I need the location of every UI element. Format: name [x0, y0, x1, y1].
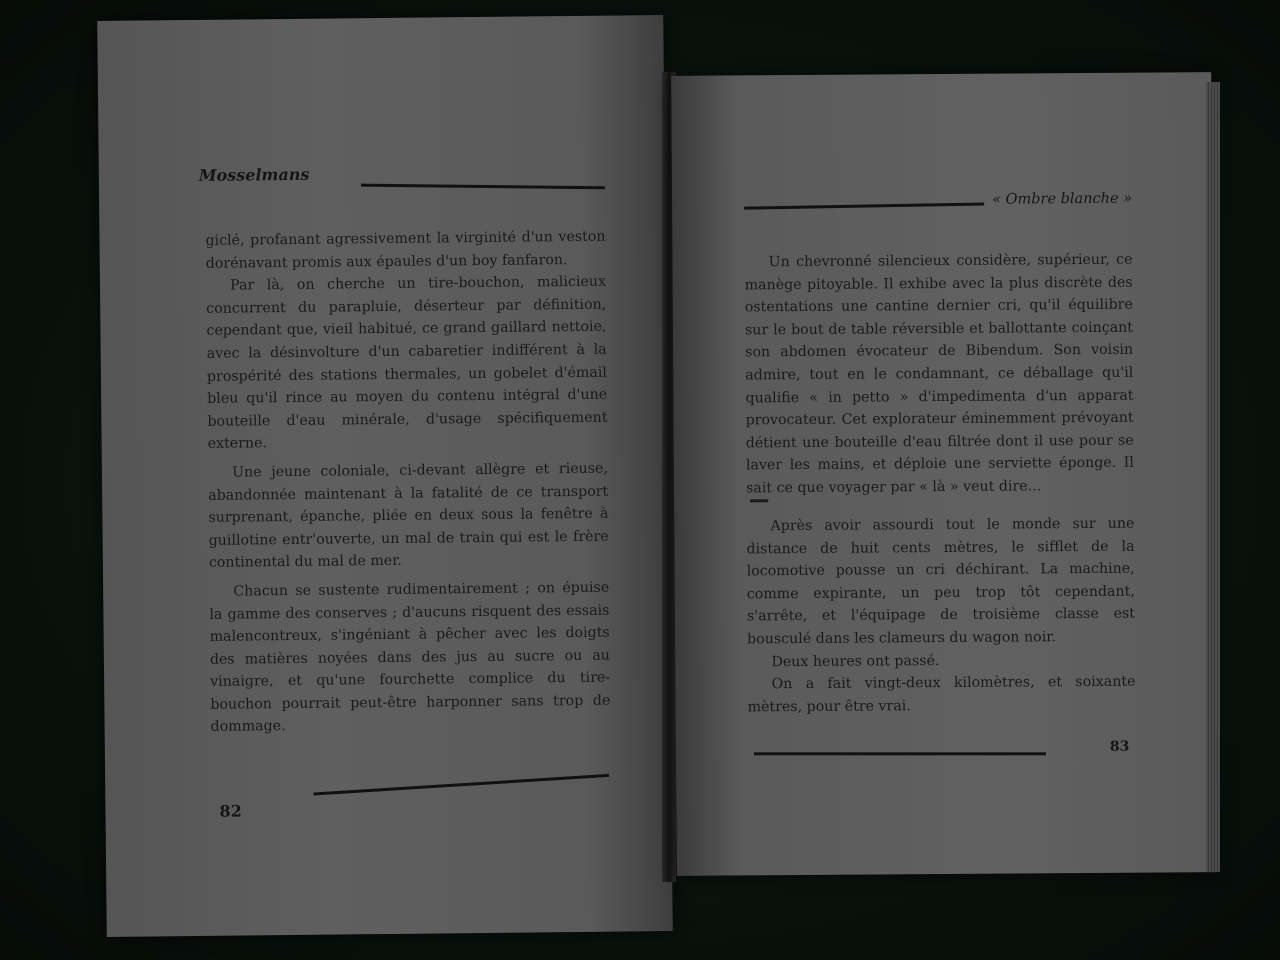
left-running-head: Mosselmans	[198, 164, 310, 185]
right-header-rule	[744, 202, 984, 209]
left-footer-rule	[313, 774, 609, 796]
paragraph: Un chevronné silencieux considère, supérieur, ce manège pitoyable. Il exhibe avec la plus discrète des ostentations une cantine dernier cri, qu'il équilibre sur le bout de table réversible et ballottante coinçant son abdomen évocateur de Bibendum. Son voisin admire, tout en le condamnant, ce déballage qu'il qualifie « in petto » d'impedimenta d'un apparat provocateur. Cet explorateur éminemment prévoyant détient une bouteille d'eau filtrée dont il use pour se laver les mains, et déploie une serviette éponge. Il sait ce que voyager par « là » veut dire...	[744, 251, 1134, 497]
page-edges	[1206, 82, 1220, 872]
paragraph: giclé, profanant agressivement la virginité d'un veston dorénavant promis aux épaules d'un boy fanfaron.	[205, 228, 606, 272]
paragraph: Une jeune coloniale, ci-devant allègre et rieuse, abandonnée maintenant à la fatalité de ce transport surprenant, épanche, pliée en deux sous la fenêtre à guillotine entr'ouverte, un mal de train qui est le frère continental du mal de mer.	[208, 460, 609, 572]
section-break-mark	[750, 499, 768, 502]
paragraph: Deux heures ont passé.	[771, 652, 940, 670]
paragraph: Par là, on cherche un tire-bouchon, malicieux concurrent du parapluie, déserteur par définition, cependant que, vieil habitué, ce grand gaillard nettoie, avec la désinvolture d'un cabaretier indifférent à la prospérité des stations thermales, un gobelet d'émail bleu qu'il rince au moyen du contenu intégral d'une bouteille d'eau minérale, d'usage spécifiquement externe.	[206, 273, 608, 453]
right-text-block-top	[744, 249, 1134, 500]
right-footer-rule	[754, 752, 1046, 755]
paragraph: Après avoir assourdi tout le monde sur une distance de huit cents mètres, le sifflet de la locomotive pousse un cri déchirant. La machine, comme expirante, un peu trop tôt cependant, s'arrête, et l'équipage de troisième classe est bousculé dans les clameurs du wagon noir.	[746, 515, 1136, 648]
right-page	[671, 72, 1217, 876]
open-book	[96, 12, 1236, 952]
right-running-head: « Ombre blanche »	[992, 190, 1133, 208]
left-header-rule	[361, 184, 605, 190]
left-page	[97, 15, 673, 937]
right-text-block-bottom	[746, 513, 1135, 719]
right-page-number: 83	[1109, 738, 1130, 755]
paragraph: On a fait vingt-deux kilomètres, et soixante mètres, pour être vrai.	[747, 673, 1136, 716]
paragraph: Chacun se sustente rudimentairement ; on épuise la gamme des conserves ; d'aucuns risquent des essais malencontreux, s'ingéniant à pêcher avec les doigts des matières noyées dans des jus au sucre ou au vinaigre, et qu'une fourchette complice du tire-bouchon pourrait peut-être harponner sans trop de dommage.	[209, 579, 611, 736]
left-page-number: 82	[219, 801, 242, 821]
left-text-block	[205, 226, 610, 739]
